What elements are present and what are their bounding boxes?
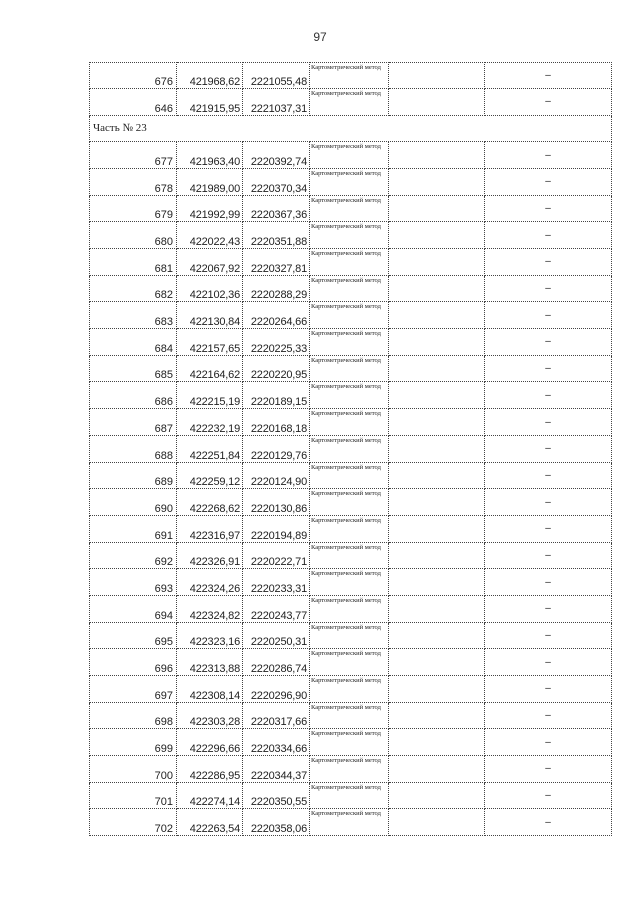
y-coordinate-cell: 2221055,48 [243,63,310,89]
x-coordinate-cell: 422259,12 [177,462,243,489]
point-number-cell: 700 [90,756,177,783]
x-coordinate-cell: 422326,91 [177,542,243,569]
point-number-cell: 692 [90,542,177,569]
table-row [90,515,612,542]
x-coordinate-cell: 422215,19 [177,382,243,409]
y-coordinate-cell: 2220243,77 [243,595,310,622]
point-number-cell: 685 [90,355,177,382]
empty-cell [389,142,485,169]
y-coordinate-cell: 2220351,88 [243,222,310,249]
empty-cell [389,409,485,436]
table-row [90,569,612,596]
x-coordinate-cell: 422313,88 [177,649,243,676]
method-cell: Картометрический метод [310,462,389,489]
empty-cell [389,435,485,462]
method-cell: Картометрический метод [310,729,389,756]
table-body-top [90,63,612,116]
point-number-cell: 688 [90,435,177,462]
method-cell: Картометрический метод [310,275,389,302]
table-row [90,222,612,249]
table-row [90,89,612,115]
point-number-cell: 684 [90,329,177,356]
point-number-cell: 680 [90,222,177,249]
dash-cell: – [485,542,612,569]
method-cell: Картометрический метод [310,595,389,622]
y-coordinate-cell: 2220344,37 [243,756,310,783]
x-coordinate-cell: 421989,00 [177,168,243,195]
point-number-cell: 698 [90,702,177,729]
y-coordinate-cell: 2220264,66 [243,302,310,329]
empty-cell [389,382,485,409]
x-coordinate-cell: 421915,95 [177,89,243,115]
table-row [90,489,612,516]
table-row [90,329,612,356]
table-row [90,275,612,302]
table-row [90,649,612,676]
y-coordinate-cell: 2220220,95 [243,355,310,382]
dash-cell: – [485,63,612,89]
method-cell: Картометрический метод [310,409,389,436]
method-cell: Картометрический метод [310,63,389,89]
y-coordinate-cell: 2220327,81 [243,249,310,276]
dash-cell: – [485,809,612,836]
method-cell: Картометрический метод [310,195,389,222]
y-coordinate-cell: 2220233,31 [243,569,310,596]
y-coordinate-cell: 2220296,90 [243,676,310,703]
method-cell: Картометрический метод [310,355,389,382]
dash-cell: – [485,355,612,382]
dash-cell: – [485,756,612,783]
method-cell: Картометрический метод [310,435,389,462]
table-row [90,63,612,89]
table-body-main [90,142,612,836]
table-row [90,782,612,809]
table-row [90,676,612,703]
part-label: Часть № 23 [90,115,612,142]
point-number-cell: 682 [90,275,177,302]
x-coordinate-cell: 422324,26 [177,569,243,596]
method-cell: Картометрический метод [310,702,389,729]
method-cell: Картометрический метод [310,622,389,649]
table-row [90,355,612,382]
dash-cell: – [485,649,612,676]
empty-cell [389,756,485,783]
x-coordinate-cell: 422274,14 [177,782,243,809]
method-cell: Картометрический метод [310,142,389,169]
method-cell: Картометрический метод [310,756,389,783]
dash-cell: – [485,382,612,409]
x-coordinate-cell: 422316,97 [177,515,243,542]
table-row [90,168,612,195]
y-coordinate-cell: 2220129,76 [243,435,310,462]
x-coordinate-cell: 422268,62 [177,489,243,516]
x-coordinate-cell: 422232,19 [177,409,243,436]
table-row [90,435,612,462]
x-coordinate-cell: 421992,99 [177,195,243,222]
y-coordinate-cell: 2220358,06 [243,809,310,836]
point-number-cell: 686 [90,382,177,409]
empty-cell [389,195,485,222]
method-cell: Картометрический метод [310,382,389,409]
x-coordinate-cell: 422323,16 [177,622,243,649]
point-number-cell: 693 [90,569,177,596]
point-number-cell: 691 [90,515,177,542]
x-coordinate-cell: 422130,84 [177,302,243,329]
table-row [90,142,612,169]
x-coordinate-cell: 422157,65 [177,329,243,356]
table-row [90,542,612,569]
x-coordinate-cell: 422022,43 [177,222,243,249]
x-coordinate-cell: 422303,28 [177,702,243,729]
method-cell: Картометрический метод [310,329,389,356]
y-coordinate-cell: 2221037,31 [243,89,310,115]
dash-cell: – [485,782,612,809]
point-number-cell: 687 [90,409,177,436]
dash-cell: – [485,595,612,622]
empty-cell [389,168,485,195]
method-cell: Картометрический метод [310,89,389,115]
empty-cell [389,515,485,542]
empty-cell [389,249,485,276]
x-coordinate-cell: 422263,54 [177,809,243,836]
y-coordinate-cell: 2220168,18 [243,409,310,436]
x-coordinate-cell: 422251,84 [177,435,243,462]
empty-cell [389,89,485,115]
table-row [90,595,612,622]
empty-cell [389,569,485,596]
dash-cell: – [485,142,612,169]
dash-cell: – [485,302,612,329]
empty-cell [389,462,485,489]
method-cell: Картометрический метод [310,168,389,195]
x-coordinate-cell: 422102,36 [177,275,243,302]
empty-cell [389,63,485,89]
point-number-cell: 690 [90,489,177,516]
y-coordinate-cell: 2220317,66 [243,702,310,729]
method-cell: Картометрический метод [310,542,389,569]
dash-cell: – [485,729,612,756]
y-coordinate-cell: 2220288,29 [243,275,310,302]
empty-cell [389,809,485,836]
point-number-cell: 694 [90,595,177,622]
point-number-cell: 695 [90,622,177,649]
y-coordinate-cell: 2220225,33 [243,329,310,356]
dash-cell: – [485,168,612,195]
x-coordinate-cell: 421968,62 [177,63,243,89]
method-cell: Картометрический метод [310,222,389,249]
point-number-cell: 689 [90,462,177,489]
empty-cell [389,702,485,729]
table-row [90,195,612,222]
method-cell: Картометрический метод [310,569,389,596]
point-number-cell: 696 [90,649,177,676]
dash-cell: – [485,195,612,222]
y-coordinate-cell: 2220367,36 [243,195,310,222]
table-row [90,729,612,756]
x-coordinate-cell: 422164,62 [177,355,243,382]
point-number-cell: 681 [90,249,177,276]
method-cell: Картометрический метод [310,809,389,836]
dash-cell: – [485,409,612,436]
table-row [90,302,612,329]
table-row [90,382,612,409]
empty-cell [389,782,485,809]
table-part-section [90,115,612,142]
y-coordinate-cell: 2220370,34 [243,168,310,195]
point-number-cell: 679 [90,195,177,222]
empty-cell [389,302,485,329]
dash-cell: – [485,569,612,596]
empty-cell [389,729,485,756]
y-coordinate-cell: 2220250,31 [243,622,310,649]
x-coordinate-cell: 422296,66 [177,729,243,756]
dash-cell: – [485,462,612,489]
y-coordinate-cell: 2220286,74 [243,649,310,676]
x-coordinate-cell: 422324,82 [177,595,243,622]
point-number-cell: 702 [90,809,177,836]
x-coordinate-cell: 421963,40 [177,142,243,169]
y-coordinate-cell: 2220222,71 [243,542,310,569]
dash-cell: – [485,222,612,249]
x-coordinate-cell: 422286,95 [177,756,243,783]
table-row [90,756,612,783]
empty-cell [389,355,485,382]
table-row [90,249,612,276]
method-cell: Картометрический метод [310,676,389,703]
point-number-cell: 699 [90,729,177,756]
method-cell: Картометрический метод [310,515,389,542]
method-cell: Картометрический метод [310,649,389,676]
empty-cell [389,329,485,356]
dash-cell: – [485,249,612,276]
y-coordinate-cell: 2220124,90 [243,462,310,489]
dash-cell: – [485,702,612,729]
method-cell: Картометрический метод [310,782,389,809]
empty-cell [389,595,485,622]
method-cell: Картометрический метод [310,302,389,329]
y-coordinate-cell: 2220350,55 [243,782,310,809]
x-coordinate-cell: 422308,14 [177,676,243,703]
table-row [90,462,612,489]
table-row [90,702,612,729]
dash-cell: – [485,676,612,703]
dash-cell: – [485,489,612,516]
y-coordinate-cell: 2220130,86 [243,489,310,516]
empty-cell [389,542,485,569]
point-number-cell: 683 [90,302,177,329]
empty-cell [389,275,485,302]
empty-cell [389,649,485,676]
part-header-row [90,115,612,142]
page-number: 97 [313,30,327,44]
empty-cell [389,676,485,703]
dash-cell: – [485,622,612,649]
table-row [90,809,612,836]
y-coordinate-cell: 2220189,15 [243,382,310,409]
table-row [90,622,612,649]
method-cell: Картометрический метод [310,249,389,276]
empty-cell [389,622,485,649]
point-number-cell: 697 [90,676,177,703]
dash-cell: – [485,89,612,115]
dash-cell: – [485,515,612,542]
y-coordinate-cell: 2220334,66 [243,729,310,756]
coordinates-table [89,62,612,836]
point-number-cell: 646 [90,89,177,115]
point-number-cell: 676 [90,63,177,89]
y-coordinate-cell: 2220194,89 [243,515,310,542]
method-cell: Картометрический метод [310,489,389,516]
point-number-cell: 677 [90,142,177,169]
y-coordinate-cell: 2220392,74 [243,142,310,169]
dash-cell: – [485,275,612,302]
x-coordinate-cell: 422067,92 [177,249,243,276]
point-number-cell: 701 [90,782,177,809]
dash-cell: – [485,435,612,462]
dash-cell: – [485,329,612,356]
empty-cell [389,222,485,249]
table-row [90,409,612,436]
point-number-cell: 678 [90,168,177,195]
empty-cell [389,489,485,516]
